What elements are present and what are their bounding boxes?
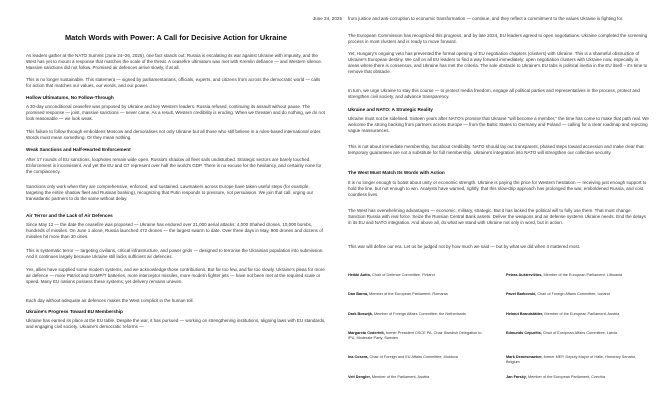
signatory: Mark Demesmaeker, former MEP, Deputy Mayor of Halle, Honorary Senator, Belgium	[506, 355, 636, 364]
signatory: Ina Cosera, Chair of Foreign and EU Affairs Committee, Moldova	[348, 355, 458, 359]
section-heading: Hollow Ultimatums, No Follow-Through	[26, 95, 114, 100]
paragraph: In turn, we urge Ukraine to stay this course — to protect media freedom, engage all political parties and representatives in the process, protect and strengthen civil society, and advance transparency.	[348, 88, 640, 99]
paragraph: The West has overwhelming advantages — economic, military, strategic. But it has lacked the political will to fully use them. That must change. Sanction Russia with real force. Seize the Russian Central Bank assets. Deliver the weapons and air defense systems Ukraine needs. End the delays in its EU and NATO integration. And above all, do what we stand with Ukraine not only in word, but in action.	[348, 208, 646, 225]
paragraph: from justice and anti-corruption to economic transformation — continue, and they reflect a commitment to the values Ukraine is fighting for.	[348, 16, 624, 21]
paragraph: After 17 rounds of EU sanctions, loopholes remain wide open. Russia's shadow oil fleet sails undisturbed. Strategic sectors are barely touched. Enforcement is inconsistent. And yet the EU and G7 represent over half the world's GDP. There is no excuse for the hesitancy, and certainly none for the complacency.	[26, 157, 322, 174]
section-heading: Ukraine's Progress Toward EU Membership	[26, 309, 123, 314]
signatory: Edmunds Cepurītis, Chair of European Affairs Committee, Latvia	[506, 331, 617, 335]
signatory: Dan Barna, Member of the European Parliament, Romania	[348, 292, 448, 296]
paragraph: Yet, Hungary's ongoing veto has prevented the formal opening of EU negotiation chapters (clusters) with Ukraine. This is a shameful obstruction of Ukraine's European destiny. We call on all EU leaders to find a way forward immediately: open negotiation clusters with Ukraine now, especially in areas where there is consensus, and Ukraine has met the criteria. The sole obstacle to Ukraine's EU tabs is political inertia in the EU itself – it's time to remove that obstacle.	[348, 51, 648, 74]
signatory: Heikki Autto, Chair of Defence Committee, Finland	[348, 273, 435, 277]
signatory: Veit Dengler, Member of the Parliament, Austria	[348, 375, 430, 379]
paragraph: This is no longer sustainable. This statement — signed by parliamentarians, officials, experts, and citizens from across the democratic world — calls for action that matches our values, our words, and our power.	[26, 77, 321, 88]
paragraph: A 30-day unconditional ceasefire was proposed by Ukraine and key Western leaders. Russia refused, continuing its assault without pause. The promised response — joint, massive sanctions — never came. As a result, Western credibility is eroding. When we threaten and do nothing, we do not look reasonable — we look weak.	[26, 104, 325, 121]
paragraph: Yes, allies have supplied some modern systems, and we acknowledge those contributions. But far too few, and far too slowly. Ukraine's pleas for more air defence — more Patriot and SAMP/T batteries, more interceptor missiles, more modern fighter jets — have not been met at the required scale or speed. Many EU nations possess these systems, yet delivery remains uneven.	[26, 267, 325, 284]
section-heading: Weak Sanctions and Half-Hearted Enforcement	[26, 147, 131, 152]
paragraph: As leaders gather at the NATO Summit (June 24–26, 2025), one fact stands out: Russia is escalating its war against Ukraine with impunity, and the West has yet to mount a response that matches the scale of the threat. A ceasefire ultimatum was met with Kremlin defiance — and Western silence. Massive sanctions did not follow. Promised air defences arrive slowly, if at all.	[26, 53, 322, 70]
paragraph: Ukraine has earned its place at the EU table. Despite the war, it has pursued — working on strengthening institutions, aligning laws with EU standards, and engaging civil society. Ukraine's democratic reforms —	[26, 318, 326, 329]
paragraph: Sanctions only work when they are comprehensive, enforced, and sustained. Lawmakers across Europe have taken useful steps (for example, targeting the entire shadow fleet and Russian banking), recognizing that Putin responds to pressure, not persuasion. We join that call, urging our transatlantic partners to do the same without delay.	[26, 184, 314, 201]
signatory: Margareta Cederfelt, former President OSCE PA, Chair Swedish Delegation to IPU, Moderate Party, Sweden	[348, 331, 482, 340]
section-heading: The West Must Match Its Words with Action	[348, 170, 445, 175]
signatory: Petras Auštrevičius, Member of the European Parliament, Lithuania	[506, 273, 623, 277]
signatory: Pavel Barkovski, Chair of Foreign Affairs Committee, Iceland	[506, 292, 610, 296]
paragraph: Ukraine must not be sidelined. Sixteen years after NATO's promise that Ukraine "will become a member," the time has come to make that path real. We welcome the strong backing from partners across Europe — from the Baltic States to Germany and Poland — calling for a clear roadmap and rejecting vague reassurances.	[348, 116, 649, 133]
paragraph: This failure to follow through emboldens Moscow and demoralises not only Ukraine but all those who still believe in a rules-based international order. Words must mean something. Or they mean nothing.	[26, 129, 322, 140]
signatory: Helmut Brandstätter, Member of the European Parliament, Austria	[506, 312, 620, 316]
section-heading: Ukraine and NATO: A Strategic Reality	[348, 107, 433, 112]
paragraph: This war will define our era. Let us be judged not by how much we said — but by what we did when it mattered most.	[348, 244, 581, 249]
paragraph: The European Commission has recognized this progress, and by late 2024, EU leaders agreed to open negotiations. Ukraine completed the screening process in most clusters and is ready to move forward.	[348, 33, 648, 44]
document-title: Match Words with Power: A Call for Decisive Action for Ukraine	[64, 33, 288, 42]
signatory: Dark Boswijk, Member of Foreign Affairs Committee, the Netherlands	[348, 312, 466, 316]
section-heading: Air Terror and the Lack of Air Defences	[26, 213, 113, 218]
paragraph: Each day without adequate air defences makes the West complicit in the human toll.	[26, 298, 194, 303]
paragraph: This is not about immediate membership, but about credibility. NATO should lay out transparent, phased steps toward accession and make clear that temporary guarantees are not a substitute for full membership. Ukraine's integration into NATO will strengthen our collective security.	[348, 144, 644, 155]
paragraph: Since May 12 — the date the ceasefire was proposed — Ukraine has endured over 21,000 aerial attacks: 4,000 Shahed drones, 10,000 bombs, hundreds of missiles. On June 1 alone, Russia launched 472 drones — the largest swarm to date. Over three days in May, 900 drones and dozens of missiles hit more than 30 cities.	[26, 222, 323, 239]
signatory: Jan Farský, Member of the European Parliament, Czechia	[506, 375, 606, 379]
paragraph: It is no longer enough to boast about unity or economic strength. Ukraine is paying the price for Western hesitation — receiving just enough support to hold the line, but not enough to win. Analysts have warned, rightly, that this slow-drip approach has prolonged the war, emboldened Russia, and cost countless lives.	[348, 180, 647, 197]
paragraph: This is systematic terror — targeting civilians, critical infrastructure, and power grids — designed to terrorise the Ukrainian population into submission. And it continues largely because Ukraine still lacks sufficient air defences.	[26, 248, 324, 259]
document-date: June 24, 2025	[312, 16, 342, 21]
